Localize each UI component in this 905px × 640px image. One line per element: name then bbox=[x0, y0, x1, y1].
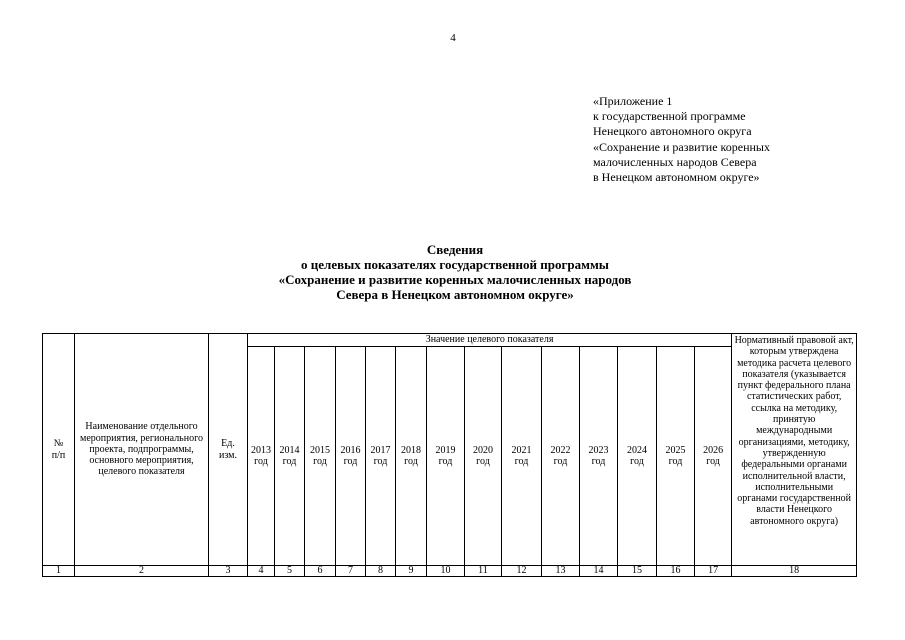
column-number: 4 bbox=[248, 566, 275, 577]
year-header: 2015 год bbox=[305, 347, 336, 566]
column-number: 17 bbox=[695, 566, 732, 577]
column-number: 18 bbox=[732, 566, 857, 577]
column-number: 3 bbox=[209, 566, 248, 577]
column-number: 5 bbox=[275, 566, 305, 577]
column-number: 13 bbox=[542, 566, 580, 577]
column-number: 9 bbox=[396, 566, 427, 577]
indicators-table bbox=[42, 333, 857, 577]
column-number: 6 bbox=[305, 566, 336, 577]
title-line: Сведения bbox=[426, 242, 484, 257]
appendix-line: к государственной программе bbox=[593, 109, 746, 124]
header-name: Наименование отдельного мероприятия, регионального проекта, подпрограммы, основного мероприятия, целевого показателя bbox=[75, 334, 209, 566]
column-number: 2 bbox=[75, 566, 209, 577]
page-number: 4 bbox=[450, 32, 456, 44]
header-legal-act: Нормативный правовой акт, которым утверждена методика расчета целевого показателя (указывается пункт федерального плана статистических работ, ссылка на методику, принятую международными организациями, методику, утвержденную федеральными органами исполнительной власти, исполнительными органами государственной власти Ненецкого автономного округа) bbox=[732, 334, 857, 566]
header-number-abbr: п/п bbox=[51, 449, 66, 461]
year-header: 2019 год bbox=[427, 347, 465, 566]
year-header: 2024 год bbox=[618, 347, 657, 566]
column-number: 7 bbox=[336, 566, 366, 577]
column-number: 11 bbox=[465, 566, 502, 577]
appendix-line: «Сохранение и развитие коренных bbox=[593, 139, 770, 154]
column-number: 14 bbox=[580, 566, 618, 577]
year-header: 2026 год bbox=[695, 347, 732, 566]
year-header: 2014 год bbox=[275, 347, 305, 566]
header-unit bbox=[209, 334, 248, 566]
year-header: 2013 год bbox=[248, 347, 275, 566]
header-unit-line: изм. bbox=[219, 449, 237, 461]
year-header: 2016 год bbox=[336, 347, 366, 566]
column-number: 12 bbox=[502, 566, 542, 577]
column-number: 16 bbox=[657, 566, 695, 577]
header-number-symbol: № bbox=[53, 438, 64, 450]
year-header: 2022 год bbox=[542, 347, 580, 566]
header-number bbox=[43, 334, 75, 566]
document-title bbox=[200, 242, 710, 302]
year-header: 2021 год bbox=[502, 347, 542, 566]
title-line: о целевых показателях государственной программы bbox=[301, 257, 609, 272]
year-header: 2018 год bbox=[396, 347, 427, 566]
title-line: «Сохранение и развитие коренных малочисленных народов bbox=[278, 272, 632, 287]
header-unit-line: Ед. bbox=[221, 438, 235, 450]
year-header: 2017 год bbox=[366, 347, 396, 566]
appendix-note bbox=[593, 94, 883, 185]
column-number: 8 bbox=[366, 566, 396, 577]
appendix-line: малочисленных народов Севера bbox=[593, 154, 757, 169]
appendix-line: Ненецкого автономного округа bbox=[593, 124, 752, 139]
appendix-line: «Приложение 1 bbox=[593, 94, 673, 108]
column-number: 15 bbox=[618, 566, 657, 577]
title-line: Севера в Ненецком автономном округе» bbox=[336, 287, 574, 302]
column-number: 1 bbox=[43, 566, 75, 577]
year-header: 2025 год bbox=[657, 347, 695, 566]
header-value-group: Значение целевого показателя bbox=[248, 334, 732, 347]
column-number: 10 bbox=[427, 566, 465, 577]
appendix-line: в Ненецком автономном округе» bbox=[593, 170, 760, 185]
year-header: 2023 год bbox=[580, 347, 618, 566]
year-header: 2020 год bbox=[465, 347, 502, 566]
